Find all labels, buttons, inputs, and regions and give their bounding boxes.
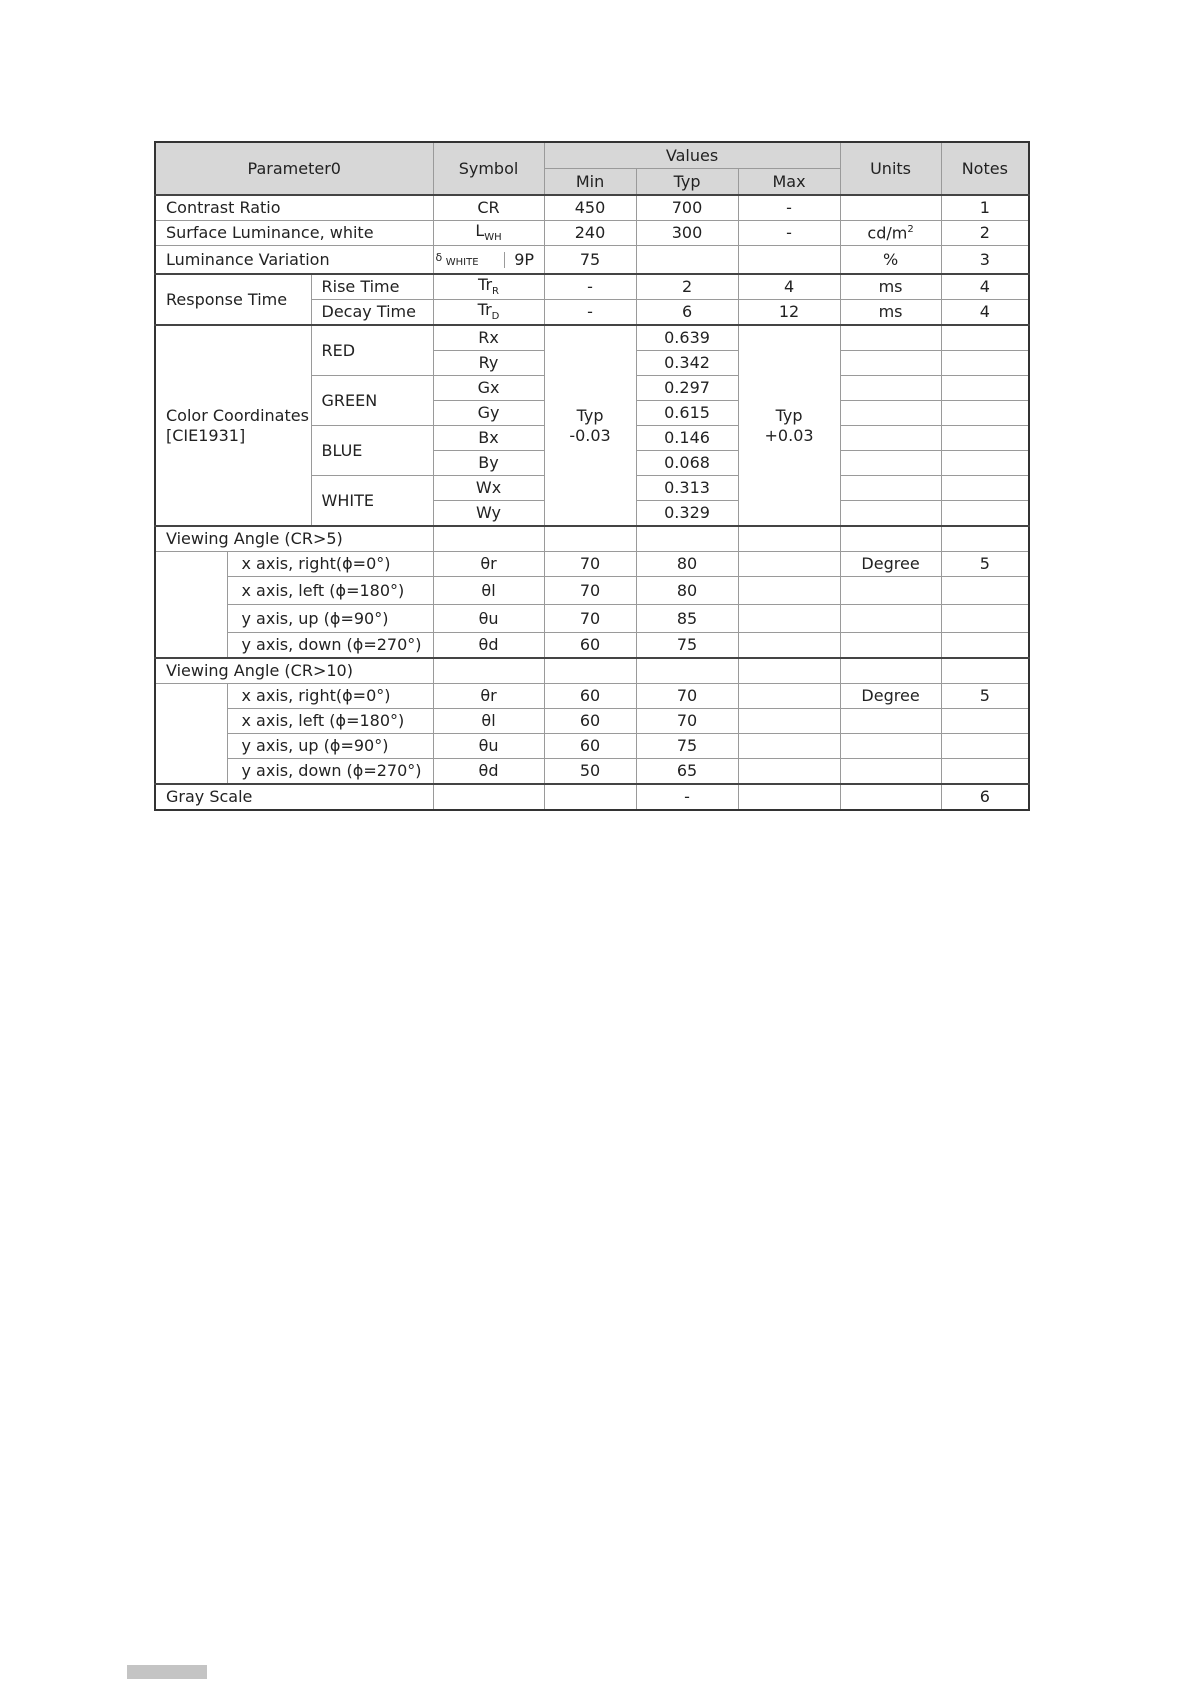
- units-cell: Degree: [840, 684, 941, 709]
- symbol-cell: [433, 274, 544, 300]
- color-coordinates-label: [155, 325, 311, 526]
- symbol-cell: θr: [433, 552, 544, 577]
- symbol-cell: θd: [433, 759, 544, 785]
- header-min: Min: [544, 169, 636, 196]
- typ-cell: -: [636, 784, 738, 810]
- optical-spec-table: [154, 141, 1030, 811]
- symbol-cell: θr: [433, 684, 544, 709]
- max-cell: -: [738, 195, 840, 221]
- units-cell: Degree: [840, 552, 941, 577]
- symbol-cell: [433, 526, 544, 552]
- param-label: Response Time: [155, 274, 311, 325]
- param-label: Surface Luminance, white: [155, 221, 433, 246]
- symbol-cell: Rx: [433, 325, 544, 351]
- symbol-main: Tr: [478, 275, 493, 294]
- typ-cell: 700: [636, 195, 738, 221]
- units-cell: %: [840, 246, 941, 275]
- typ-cell: 0.068: [636, 451, 738, 476]
- typ-cell: 300: [636, 221, 738, 246]
- symbol-subscript: D: [491, 311, 500, 322]
- notes-cell: 5: [941, 552, 1029, 577]
- notes-cell: [941, 426, 1029, 451]
- max-cell: [738, 552, 840, 577]
- color-min-cell: [544, 325, 636, 526]
- min-cell: 450: [544, 195, 636, 221]
- typ-cell: 65: [636, 759, 738, 785]
- symbol-cell: [433, 300, 544, 326]
- angle-label: x axis, left (ϕ=180°): [227, 709, 433, 734]
- notes-cell: [941, 325, 1029, 351]
- typ-cell: 70: [636, 684, 738, 709]
- symbol-cell: θl: [433, 709, 544, 734]
- angle-label: y axis, up (ϕ=90°): [227, 734, 433, 759]
- max-cell: 12: [738, 300, 840, 326]
- row-contrast-ratio: [155, 195, 1029, 221]
- units-cell: [840, 526, 941, 552]
- max-cell: [738, 605, 840, 633]
- symbol-points: 9P: [514, 249, 535, 269]
- color-group-label: RED: [311, 325, 433, 376]
- notes-cell: 4: [941, 274, 1029, 300]
- indent-spacer: [155, 684, 227, 785]
- sub-label: Decay Time: [311, 300, 433, 326]
- min-cell: -: [544, 274, 636, 300]
- row-view5-left: [155, 577, 1029, 605]
- notes-cell: [941, 476, 1029, 501]
- header-row-1: [155, 142, 1029, 169]
- symbol-subscript: WH: [484, 232, 502, 243]
- units-cell: [840, 658, 941, 684]
- units-cell: [840, 759, 941, 785]
- symbol-cell: Wy: [433, 501, 544, 527]
- units-cell: ms: [840, 300, 941, 326]
- notes-cell: [941, 709, 1029, 734]
- notes-cell: [941, 501, 1029, 527]
- row-view5-title: [155, 526, 1029, 552]
- symbol-cell: [433, 658, 544, 684]
- color-group-label: GREEN: [311, 376, 433, 426]
- symbol-cell: Bx: [433, 426, 544, 451]
- units-cell: [840, 734, 941, 759]
- angle-label: x axis, right(ϕ=0°): [227, 684, 433, 709]
- units-cell: [840, 221, 941, 246]
- row-view5-down: [155, 633, 1029, 659]
- notes-cell: [941, 451, 1029, 476]
- min-cell: 60: [544, 709, 636, 734]
- row-view10-up: [155, 734, 1029, 759]
- angle-label: y axis, up (ϕ=90°): [227, 605, 433, 633]
- symbol-cell: [433, 221, 544, 246]
- max-cell: [738, 633, 840, 659]
- min-cell: [544, 784, 636, 810]
- footer-mark: [127, 1665, 207, 1679]
- symbol-subscript: R: [492, 286, 499, 297]
- units-cell: [840, 476, 941, 501]
- symbol-cell: [433, 784, 544, 810]
- min-cell: 70: [544, 552, 636, 577]
- notes-cell: 2: [941, 221, 1029, 246]
- symbol-main: L: [475, 221, 485, 240]
- max-cell: [738, 526, 840, 552]
- header-parameter: Parameter0: [155, 142, 433, 195]
- symbol-cell: Ry: [433, 351, 544, 376]
- max-line2: +0.03: [764, 425, 814, 445]
- units-cell: [840, 633, 941, 659]
- max-cell: [738, 709, 840, 734]
- row-surface-luminance: [155, 221, 1029, 246]
- typ-cell: 0.297: [636, 376, 738, 401]
- notes-cell: 6: [941, 784, 1029, 810]
- row-view5-right: [155, 552, 1029, 577]
- param-label: Viewing Angle (CR>5): [155, 526, 433, 552]
- max-line1: Typ: [775, 405, 803, 425]
- header-values: Values: [544, 142, 840, 169]
- typ-cell: 0.639: [636, 325, 738, 351]
- typ-cell: [636, 246, 738, 275]
- max-cell: -: [738, 221, 840, 246]
- units-cell: ms: [840, 274, 941, 300]
- notes-cell: [941, 605, 1029, 633]
- angle-label: y axis, down (ϕ=270°): [227, 759, 433, 785]
- symbol-cell: θu: [433, 734, 544, 759]
- row-view10-title: [155, 658, 1029, 684]
- symbol-cell: θu: [433, 605, 544, 633]
- min-cell: 70: [544, 605, 636, 633]
- notes-cell: 1: [941, 195, 1029, 221]
- angle-label: y axis, down (ϕ=270°): [227, 633, 433, 659]
- min-cell: 60: [544, 684, 636, 709]
- symbol-delta: [434, 252, 505, 268]
- typ-cell: 0.615: [636, 401, 738, 426]
- notes-cell: [941, 633, 1029, 659]
- color-group-label: BLUE: [311, 426, 433, 476]
- max-cell: [738, 658, 840, 684]
- row-view10-left: [155, 709, 1029, 734]
- param-label: Viewing Angle (CR>10): [155, 658, 433, 684]
- symbol-cell: CR: [433, 195, 544, 221]
- min-cell: 60: [544, 633, 636, 659]
- header-symbol: Symbol: [433, 142, 544, 195]
- header-max: Max: [738, 169, 840, 196]
- max-cell: [738, 684, 840, 709]
- row-luminance-variation: [155, 246, 1029, 275]
- max-cell: [738, 759, 840, 785]
- header-notes: Notes: [941, 142, 1029, 195]
- notes-cell: [941, 376, 1029, 401]
- typ-cell: 80: [636, 577, 738, 605]
- min-cell: [544, 526, 636, 552]
- max-cell: [738, 784, 840, 810]
- max-cell: 4: [738, 274, 840, 300]
- units-cell: [840, 401, 941, 426]
- units-cell: [840, 351, 941, 376]
- symbol-cell: Wx: [433, 476, 544, 501]
- symbol-cell: θd: [433, 633, 544, 659]
- notes-cell: [941, 759, 1029, 785]
- typ-cell: [636, 658, 738, 684]
- typ-cell: 0.146: [636, 426, 738, 451]
- param-label: Contrast Ratio: [155, 195, 433, 221]
- min-cell: 75: [544, 246, 636, 275]
- symbol-main: δ: [435, 250, 443, 264]
- typ-cell: 75: [636, 734, 738, 759]
- units-superscript: 2: [907, 223, 914, 235]
- notes-cell: [941, 401, 1029, 426]
- max-cell: [738, 734, 840, 759]
- row-view10-right: [155, 684, 1029, 709]
- typ-cell: 2: [636, 274, 738, 300]
- symbol-main: Tr: [477, 300, 492, 319]
- indent-spacer: [155, 552, 227, 659]
- param-label: Luminance Variation: [155, 246, 433, 275]
- symbol-subscript: WHITE: [445, 256, 479, 268]
- min-cell: 240: [544, 221, 636, 246]
- notes-cell: [941, 734, 1029, 759]
- min-line1: Typ: [576, 405, 604, 425]
- min-cell: [544, 658, 636, 684]
- row-view5-up: [155, 605, 1029, 633]
- notes-cell: 5: [941, 684, 1029, 709]
- symbol-cell: Gx: [433, 376, 544, 401]
- notes-cell: 4: [941, 300, 1029, 326]
- param-label-line1: Color Coordinates: [166, 405, 309, 425]
- units-cell: [840, 325, 941, 351]
- min-cell: 50: [544, 759, 636, 785]
- max-cell: [738, 246, 840, 275]
- units-cell: [840, 577, 941, 605]
- typ-cell: 0.342: [636, 351, 738, 376]
- notes-cell: [941, 658, 1029, 684]
- param-label: Gray Scale: [155, 784, 433, 810]
- units-cell: [840, 426, 941, 451]
- typ-cell: 6: [636, 300, 738, 326]
- row-view10-down: [155, 759, 1029, 785]
- param-label-line2: [CIE1931]: [166, 425, 246, 445]
- symbol-cell: Gy: [433, 401, 544, 426]
- min-cell: 60: [544, 734, 636, 759]
- min-cell: -: [544, 300, 636, 326]
- max-cell: [738, 577, 840, 605]
- notes-cell: 3: [941, 246, 1029, 275]
- header-units: Units: [840, 142, 941, 195]
- angle-label: x axis, left (ϕ=180°): [227, 577, 433, 605]
- units-main: cd/m: [867, 223, 908, 243]
- angle-label: x axis, right(ϕ=0°): [227, 552, 433, 577]
- notes-cell: [941, 351, 1029, 376]
- header-typ: Typ: [636, 169, 738, 196]
- symbol-cell: By: [433, 451, 544, 476]
- typ-cell: 80: [636, 552, 738, 577]
- row-gray-scale: [155, 784, 1029, 810]
- row-rise-time: [155, 274, 1029, 300]
- symbol-cell: θl: [433, 577, 544, 605]
- notes-cell: [941, 577, 1029, 605]
- typ-cell: 0.313: [636, 476, 738, 501]
- typ-cell: 85: [636, 605, 738, 633]
- units-cell: [840, 605, 941, 633]
- notes-cell: [941, 526, 1029, 552]
- typ-cell: 75: [636, 633, 738, 659]
- units-cell: [840, 784, 941, 810]
- color-max-cell: [738, 325, 840, 526]
- typ-cell: 70: [636, 709, 738, 734]
- units-cell: [840, 709, 941, 734]
- units-cell: [840, 501, 941, 527]
- color-group-label: WHITE: [311, 476, 433, 527]
- typ-cell: [636, 526, 738, 552]
- units-cell: [840, 195, 941, 221]
- units-cell: [840, 451, 941, 476]
- row-color-rx: [155, 325, 1029, 351]
- symbol-cell: [433, 246, 544, 275]
- min-line2: -0.03: [569, 425, 611, 445]
- sub-label: Rise Time: [311, 274, 433, 300]
- typ-cell: 0.329: [636, 501, 738, 527]
- units-cell: [840, 376, 941, 401]
- min-cell: 70: [544, 577, 636, 605]
